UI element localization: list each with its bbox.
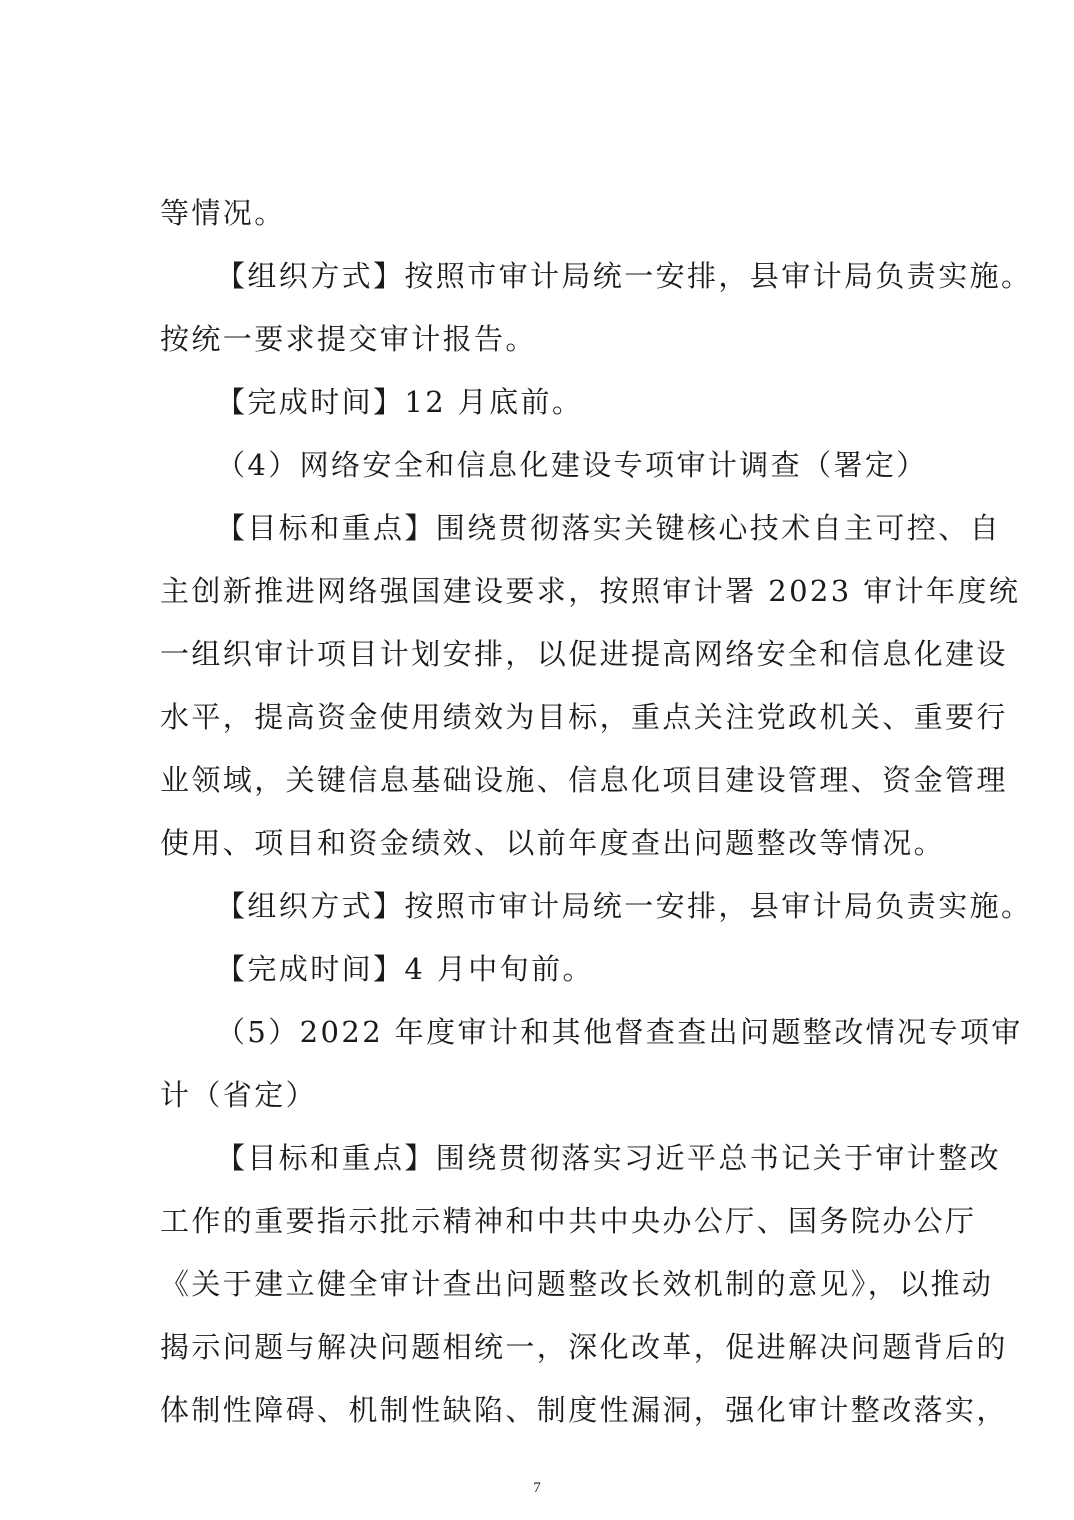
section-heading-4: （4）网络安全和信息化建设专项审计调查（署定）	[216, 448, 928, 482]
body-text-line: 使用、项目和资金绩效、以前年度查出问题整改等情况。	[160, 826, 946, 860]
paragraph-organization-method: 【组织方式】按照市审计局统一安排，县审计局负责实施。	[216, 259, 1033, 293]
body-text-line: 等情况。	[160, 196, 286, 230]
paragraph-goals-focus: 【目标和重点】围绕贯彻落实关键核心技术自主可控、自	[216, 511, 1002, 545]
body-text-line: 水平，提高资金使用绩效为目标，重点关注党政机关、重要行	[160, 700, 1008, 734]
body-text-line: 计（省定）	[160, 1078, 318, 1112]
body-text-line: 业领域，关键信息基础设施、信息化项目建设管理、资金管理	[160, 763, 1008, 797]
section-heading-5: （5）2022 年度审计和其他督查查出问题整改情况专项审	[216, 1015, 1023, 1049]
paragraph-goals-focus: 【目标和重点】围绕贯彻落实习近平总书记关于审计整改	[216, 1141, 1002, 1175]
page-number: 7	[533, 1480, 541, 1496]
body-text-line: 按统一要求提交审计报告。	[160, 322, 537, 356]
body-text-line: 主创新推进网络强国建设要求，按照审计署 2023 审计年度统	[160, 574, 1021, 608]
paragraph-completion-time: 【完成时间】12 月底前。	[216, 385, 584, 419]
body-text-line: 体制性障碍、机制性缺陷、制度性漏洞，强化审计整改落实，	[160, 1393, 1008, 1427]
body-text-line: 一组织审计项目计划安排，以促进提高网络安全和信息化建设	[160, 637, 1008, 671]
body-text-line: 《关于建立健全审计查出问题整改长效机制的意见》，以推动	[160, 1267, 994, 1301]
paragraph-completion-time: 【完成时间】4 月中旬前。	[216, 952, 594, 986]
body-text-line: 揭示问题与解决问题相统一，深化改革，促进解决问题背后的	[160, 1330, 1008, 1364]
paragraph-organization-method: 【组织方式】按照市审计局统一安排，县审计局负责实施。	[216, 889, 1033, 923]
body-text-line: 工作的重要指示批示精神和中共中央办公厅、国务院办公厅	[160, 1204, 977, 1238]
